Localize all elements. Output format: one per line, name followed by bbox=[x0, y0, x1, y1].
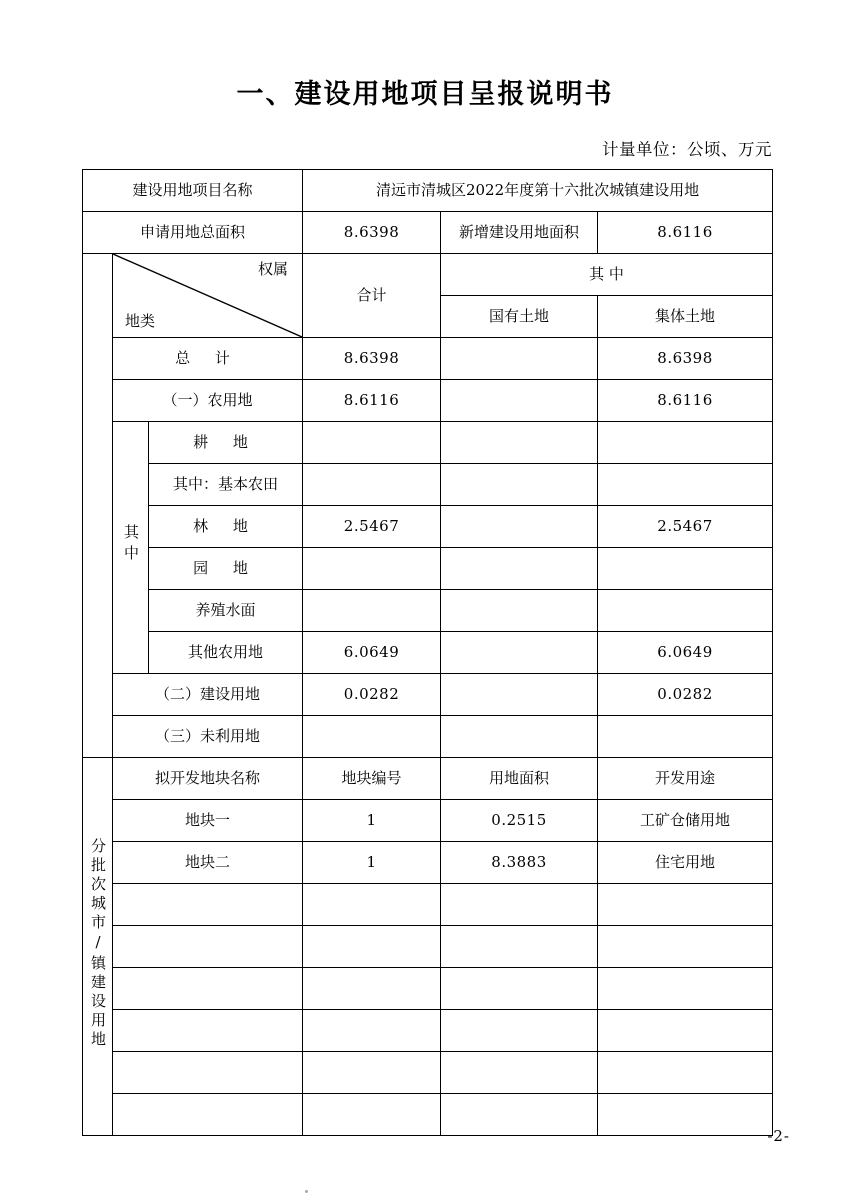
landtype-collective bbox=[598, 716, 773, 758]
scan-artifact-dot bbox=[305, 1190, 308, 1193]
project-name-value: 清远市清城区2022年度第十六批次城镇建设用地 bbox=[303, 170, 773, 212]
landtype-collective bbox=[598, 548, 773, 590]
header-total-column: 合计 bbox=[303, 254, 441, 338]
parcel-name bbox=[113, 1010, 303, 1052]
landtype-state bbox=[441, 464, 598, 506]
header-diagonal-cell bbox=[113, 254, 303, 338]
landtype-total: 8.6398 bbox=[303, 338, 441, 380]
new-area-label: 新增建设用地面积 bbox=[441, 212, 598, 254]
landtype-collective bbox=[598, 590, 773, 632]
landtype-collective: 8.6116 bbox=[598, 380, 773, 422]
table-row bbox=[83, 338, 773, 380]
parcel-code bbox=[303, 926, 441, 968]
landtype-total bbox=[303, 548, 441, 590]
parcel-name bbox=[113, 926, 303, 968]
parcel-use: 工矿仓储用地 bbox=[598, 800, 773, 842]
landtype-collective: 0.0282 bbox=[598, 674, 773, 716]
landtype-label: 总 计 bbox=[113, 338, 303, 380]
landtype-label: 园 地 bbox=[149, 548, 303, 590]
landtype-collective: 6.0649 bbox=[598, 632, 773, 674]
landtype-label: （一）农用地 bbox=[113, 380, 303, 422]
landtype-total: 0.0282 bbox=[303, 674, 441, 716]
landtype-label: （二）建设用地 bbox=[113, 674, 303, 716]
table-row bbox=[83, 1010, 773, 1052]
table-row bbox=[83, 926, 773, 968]
landtype-total bbox=[303, 590, 441, 632]
table-row bbox=[83, 548, 773, 590]
parcel-code bbox=[303, 968, 441, 1010]
landtype-label: （三）未利用地 bbox=[113, 716, 303, 758]
landtype-total: 6.0649 bbox=[303, 632, 441, 674]
landtype-state bbox=[441, 632, 598, 674]
header-among-which: 其 中 bbox=[441, 254, 773, 296]
table-row-matrix-header-top bbox=[83, 254, 773, 296]
parcel-header-use: 开发用途 bbox=[598, 758, 773, 800]
landtype-total: 8.6116 bbox=[303, 380, 441, 422]
landtype-state bbox=[441, 506, 598, 548]
table-row-parcel-header bbox=[83, 758, 773, 800]
landtype-state bbox=[441, 380, 598, 422]
parcel-area bbox=[441, 1052, 598, 1094]
landtype-total: 2.5467 bbox=[303, 506, 441, 548]
project-name-label: 建设用地项目名称 bbox=[83, 170, 303, 212]
parcel-area bbox=[441, 1010, 598, 1052]
parcel-area bbox=[441, 968, 598, 1010]
landtype-state bbox=[441, 716, 598, 758]
parcel-code: 1 bbox=[303, 842, 441, 884]
landtype-collective: 2.5467 bbox=[598, 506, 773, 548]
parcel-name: 地块一 bbox=[113, 800, 303, 842]
page-number: -2- bbox=[767, 1127, 790, 1145]
parcel-use bbox=[598, 884, 773, 926]
landtype-state bbox=[441, 590, 598, 632]
table-row bbox=[83, 422, 773, 464]
total-area-label: 申请用地总面积 bbox=[83, 212, 303, 254]
parcel-code bbox=[303, 1052, 441, 1094]
table-row bbox=[83, 590, 773, 632]
parcel-code: 1 bbox=[303, 800, 441, 842]
table-row bbox=[83, 464, 773, 506]
parcel-area bbox=[441, 926, 598, 968]
parcel-use bbox=[598, 968, 773, 1010]
parcel-use bbox=[598, 1010, 773, 1052]
table-row bbox=[83, 884, 773, 926]
parcel-name bbox=[113, 884, 303, 926]
header-landtype-label: 地类 bbox=[125, 312, 156, 331]
landtype-label: 其他农用地 bbox=[149, 632, 303, 674]
table-row-areas bbox=[83, 212, 773, 254]
landtype-label: 耕 地 bbox=[149, 422, 303, 464]
parcel-code bbox=[303, 1010, 441, 1052]
landtype-collective: 8.6398 bbox=[598, 338, 773, 380]
parcel-header-name: 拟开发地块名称 bbox=[113, 758, 303, 800]
table-row bbox=[83, 1052, 773, 1094]
parcel-section-vertical-label: 分批次城市/镇建设用地 bbox=[83, 758, 113, 1136]
landtype-state bbox=[441, 548, 598, 590]
table-row bbox=[83, 716, 773, 758]
parcel-code bbox=[303, 884, 441, 926]
parcel-name bbox=[113, 968, 303, 1010]
landtype-total bbox=[303, 464, 441, 506]
table-row bbox=[83, 842, 773, 884]
table-row bbox=[83, 506, 773, 548]
landtype-state bbox=[441, 674, 598, 716]
table-row-project-name bbox=[83, 170, 773, 212]
landtype-total bbox=[303, 716, 441, 758]
header-ownership-label: 权属 bbox=[258, 260, 289, 278]
landtype-collective bbox=[598, 422, 773, 464]
parcel-header-area: 用地面积 bbox=[441, 758, 598, 800]
table-row bbox=[83, 674, 773, 716]
parcel-header-code: 地块编号 bbox=[303, 758, 441, 800]
table-row bbox=[83, 380, 773, 422]
landtype-collective bbox=[598, 464, 773, 506]
parcel-area: 8.3883 bbox=[441, 842, 598, 884]
parcel-name: 地块二 bbox=[113, 842, 303, 884]
parcel-name bbox=[113, 1052, 303, 1094]
header-collective-land: 集体土地 bbox=[598, 296, 773, 338]
parcel-area: 0.2515 bbox=[441, 800, 598, 842]
parcel-use bbox=[598, 926, 773, 968]
table-row bbox=[83, 968, 773, 1010]
parcel-area bbox=[441, 884, 598, 926]
total-area-value: 8.6398 bbox=[303, 212, 441, 254]
parcel-use bbox=[598, 1052, 773, 1094]
parcel-use: 住宅用地 bbox=[598, 842, 773, 884]
landtype-state bbox=[441, 338, 598, 380]
landtype-state bbox=[441, 422, 598, 464]
measurement-unit-note: 计量单位：公顷、万元 bbox=[602, 140, 772, 159]
subgroup-among-which-label: 其中 bbox=[113, 422, 149, 674]
land-use-report-table bbox=[82, 169, 773, 1136]
landtype-label: 养殖水面 bbox=[149, 590, 303, 632]
table-row bbox=[83, 800, 773, 842]
table-row bbox=[83, 632, 773, 674]
page-title: 一、建设用地项目呈报说明书 bbox=[236, 79, 614, 110]
new-area-value: 8.6116 bbox=[598, 212, 773, 254]
landtype-outer-spacer bbox=[83, 254, 113, 758]
landtype-label: 其中：基本农田 bbox=[149, 464, 303, 506]
landtype-total bbox=[303, 422, 441, 464]
header-state-land: 国有土地 bbox=[441, 296, 598, 338]
landtype-label: 林 地 bbox=[149, 506, 303, 548]
